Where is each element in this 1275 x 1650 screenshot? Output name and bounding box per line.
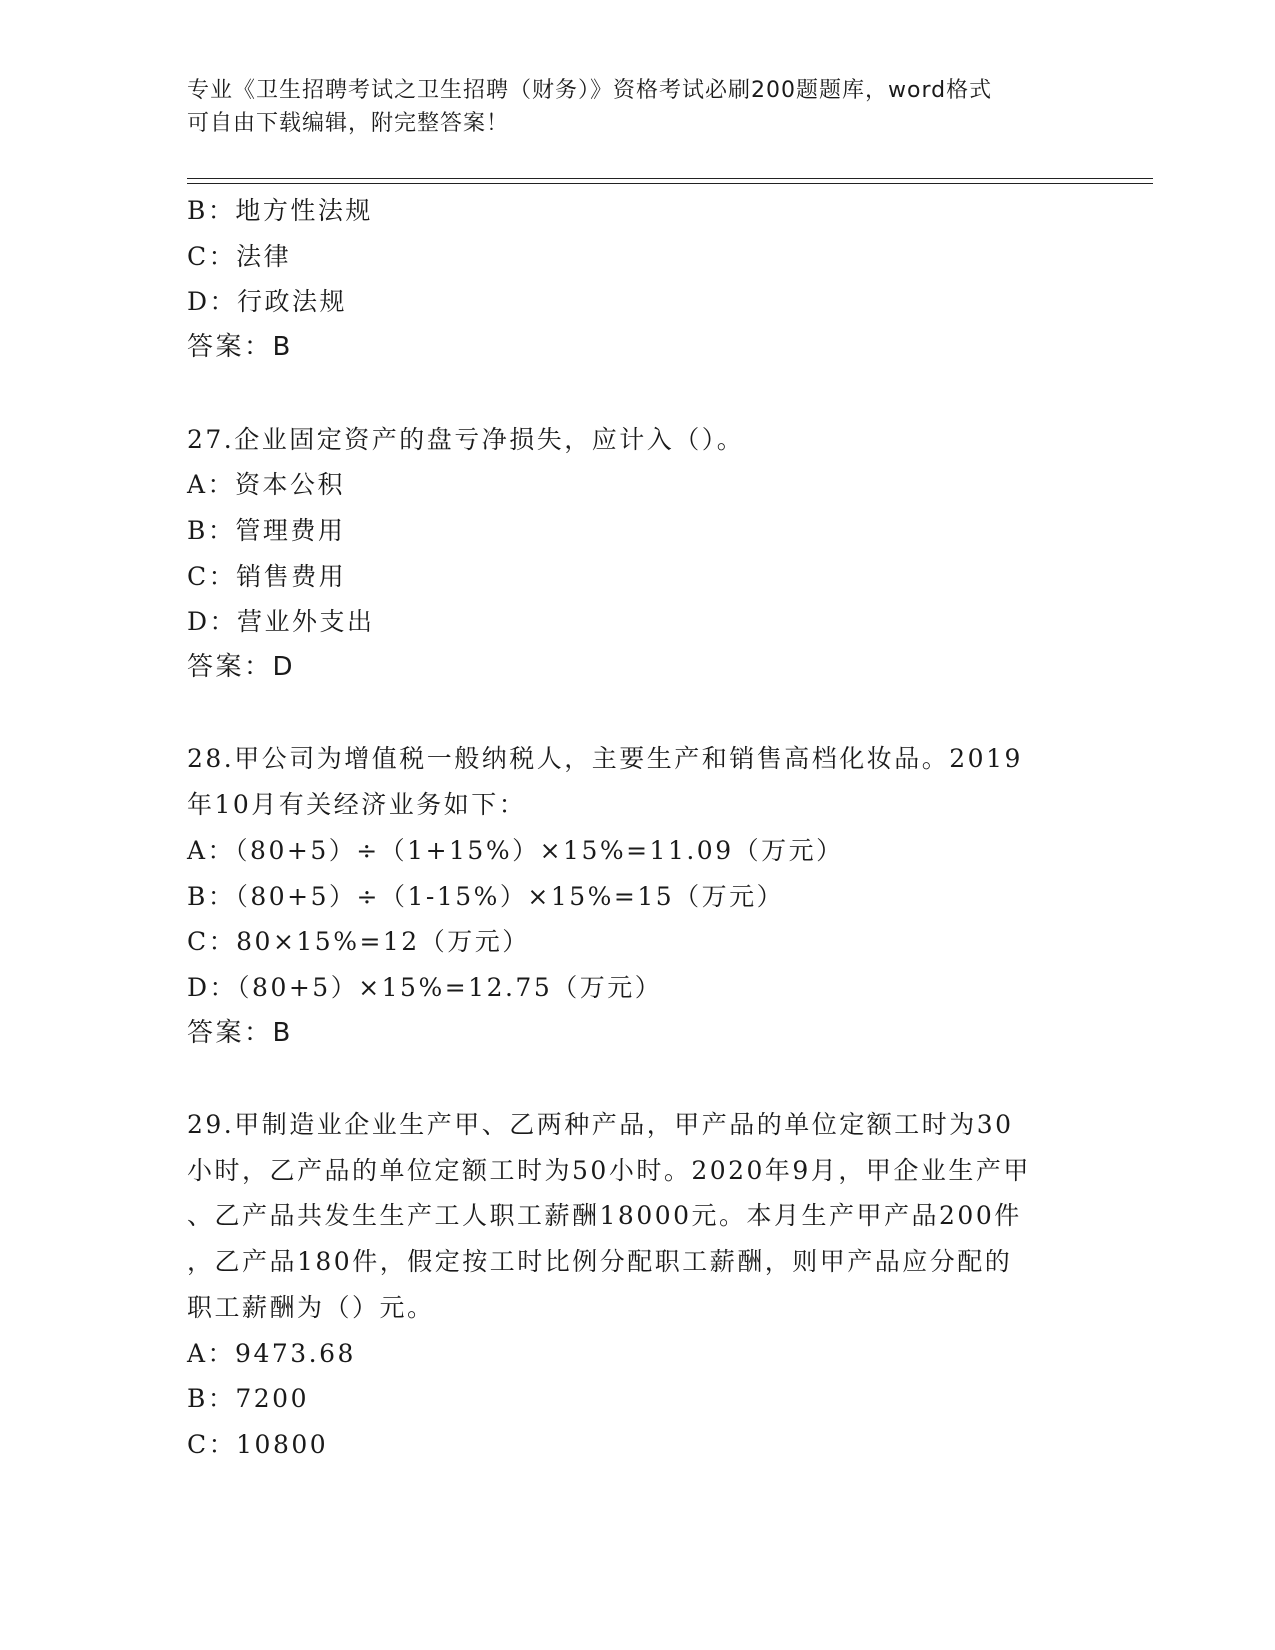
header-line-2: 可自由下载编辑，附完整答案！: [187, 111, 510, 136]
q29-stem-line-5: 职工薪酬为（）元。: [187, 1292, 435, 1322]
q29-stem-line-2: 小时，乙产品的单位定额工时为50小时。2020年9月，甲企业生产甲: [187, 1155, 1031, 1185]
q27-option-a: A：资本公积: [187, 470, 346, 500]
q27-answer: 答案：D: [187, 652, 296, 683]
q28-stem-line-2: 年10月有关经济业务如下：: [187, 790, 527, 820]
q27-option-d: D：营业外支出: [187, 607, 375, 637]
header-rule-bottom: [187, 183, 1153, 184]
q27-option-b: B：管理费用: [187, 515, 346, 545]
q28-answer: 答案：B: [187, 1017, 293, 1048]
q29-stem-line-1: 29.甲制造业企业生产甲、乙两种产品，甲产品的单位定额工时为30: [187, 1110, 1014, 1140]
question-spacer: [187, 371, 1087, 417]
q29-option-c: C：10800: [187, 1429, 329, 1459]
header-line-1: 专业《卫生招聘考试之卫生招聘（财务）》资格考试必刷200题题库，word格式: [187, 78, 993, 103]
question-spacer: [187, 1056, 1087, 1102]
document-header: [187, 74, 1087, 140]
q27-option-c: C：销售费用: [187, 561, 347, 591]
q28-option-b: B：（80+5）÷（1-15%）×15%=15（万元）: [187, 881, 785, 911]
q28-option-c: C：80×15%=12（万元）: [187, 927, 530, 957]
q29-option-a: A：9473.68: [187, 1338, 356, 1368]
q28-option-a: A：（80+5）÷（1+15%）×15%=11.09（万元）: [187, 835, 844, 865]
q29-stem-line-4: ，乙产品180件，假定按工时比例分配职工薪酬，则甲产品应分配的: [187, 1247, 1013, 1277]
q26-option-d: D：行政法规: [187, 287, 348, 317]
q28-stem-line-1: 28.甲公司为增值税一般纳税人，主要生产和销售高档化妆品。2019: [187, 744, 1023, 774]
header-rule-top: [187, 178, 1153, 179]
q26-answer: 答案：B: [187, 332, 293, 363]
question-spacer: [187, 691, 1087, 737]
q27-stem: 27.企业固定资产的盘亏净损失，应计入（）。: [187, 424, 745, 454]
q29-option-b: B：7200: [187, 1384, 309, 1414]
q26-option-c: C：法律: [187, 241, 292, 271]
question-content: [187, 188, 1087, 1468]
q29-stem-line-3: 、乙产品共发生生产工人职工薪酬18000元。本月生产甲产品200件: [187, 1201, 1022, 1231]
q26-option-b: B：地方性法规: [187, 196, 373, 225]
q28-option-d: D：（80+5）×15%=12.75（万元）: [187, 972, 663, 1002]
